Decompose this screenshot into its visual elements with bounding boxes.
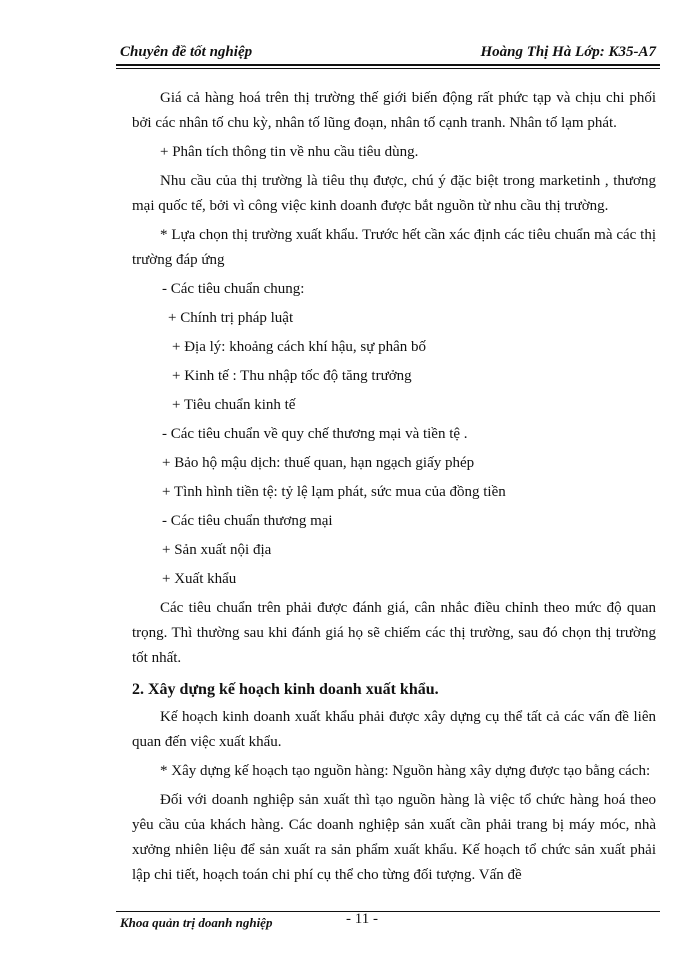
paragraph: Nhu cầu của thị trường là tiêu thụ được, chú ý đặc biệt trong marketinh , thương mại quốc tế, bởi vì công việc kinh doanh được bắt nguồn từ nhu cầu thị trường. xyxy=(132,173,656,214)
list-item: + Sản xuất nội địa xyxy=(162,542,272,558)
list-item: + Chính trị pháp luật xyxy=(168,310,294,326)
list-item: + Phân tích thông tin về nhu cầu tiêu dùng. xyxy=(160,144,419,160)
paragraph: * Xây dựng kế hoạch tạo nguồn hàng: Nguồn hàng xây dựng được tạo bằng cách: xyxy=(160,763,651,779)
paragraph: Đối với doanh nghiệp sản xuất thì tạo nguồn hàng là việc tổ chức hàng hoá theo yêu cầu của khách hàng. Các doanh nghiệp sản xuất cần phải trang bị máy móc, nhà xưởng nhiên liệu để sản xuất ra sản phẩm xuất khẩu. Kế hoạch tổ chức sản xuất phải lập chi tiết, hoạch toán chi phí cụ thể cho từng đối tượng. Vấn đề xyxy=(132,792,656,883)
list-item: + Tình hình tiền tệ: tỷ lệ lạm phát, sức mua của đồng tiền xyxy=(162,484,506,500)
footer-left: Khoa quản trị doanh nghiệp xyxy=(120,915,273,930)
page-number: - 11 - xyxy=(346,911,378,927)
footer-rule xyxy=(116,911,660,912)
paragraph: Các tiêu chuẩn trên phải được đánh giá, cân nhắc điều chỉnh theo mức độ quan trọng. Thì thường sau khi đánh giá họ sẽ chiếm các thị trường, sau đó chọn thị trường tốt nhất. xyxy=(132,600,656,666)
list-item: + Tiêu chuẩn kinh tế xyxy=(172,397,296,413)
list-item: - Các tiêu chuẩn thương mại xyxy=(162,513,333,529)
paragraph: Giá cả hàng hoá trên thị trường thế giới biến động rất phức tạp và chịu chi phối bởi các nhân tố chu kỳ, nhân tố lũng đoạn, nhân tố cạnh tranh. Nhân tố lạm phát. xyxy=(132,90,656,131)
list-item: - Các tiêu chuẩn về quy chế thương mại và tiền tệ . xyxy=(162,426,468,442)
page-body xyxy=(132,86,656,888)
list-item: + Kinh tế : Thu nhập tốc độ tăng trưởng xyxy=(172,368,412,384)
list-item: + Bảo hộ mậu dịch: thuế quan, hạn ngạch giấy phép xyxy=(162,455,475,471)
paragraph: * Lựa chọn thị trường xuất khẩu. Trước hết cần xác định các tiêu chuẩn mà các thị trường đáp ứng xyxy=(132,227,656,268)
paragraph: Kế hoạch kinh doanh xuất khẩu phải được xây dựng cụ thể tất cả các vấn đề liên quan đến việc xuất khẩu. xyxy=(132,709,656,750)
header-right: Hoàng Thị Hà Lớp: K35-A7 xyxy=(480,44,656,60)
list-item: - Các tiêu chuẩn chung: xyxy=(162,281,305,297)
list-item: + Xuất khẩu xyxy=(162,571,237,587)
header-rule xyxy=(116,64,660,66)
section-heading: 2. Xây dựng kế hoạch kinh doanh xuất khẩu. xyxy=(132,681,439,698)
header-left: Chuyên đề tốt nghiệp xyxy=(120,44,253,60)
list-item: + Địa lý: khoảng cách khí hậu, sự phân bố xyxy=(172,339,427,355)
header-rule-thin xyxy=(116,68,660,69)
